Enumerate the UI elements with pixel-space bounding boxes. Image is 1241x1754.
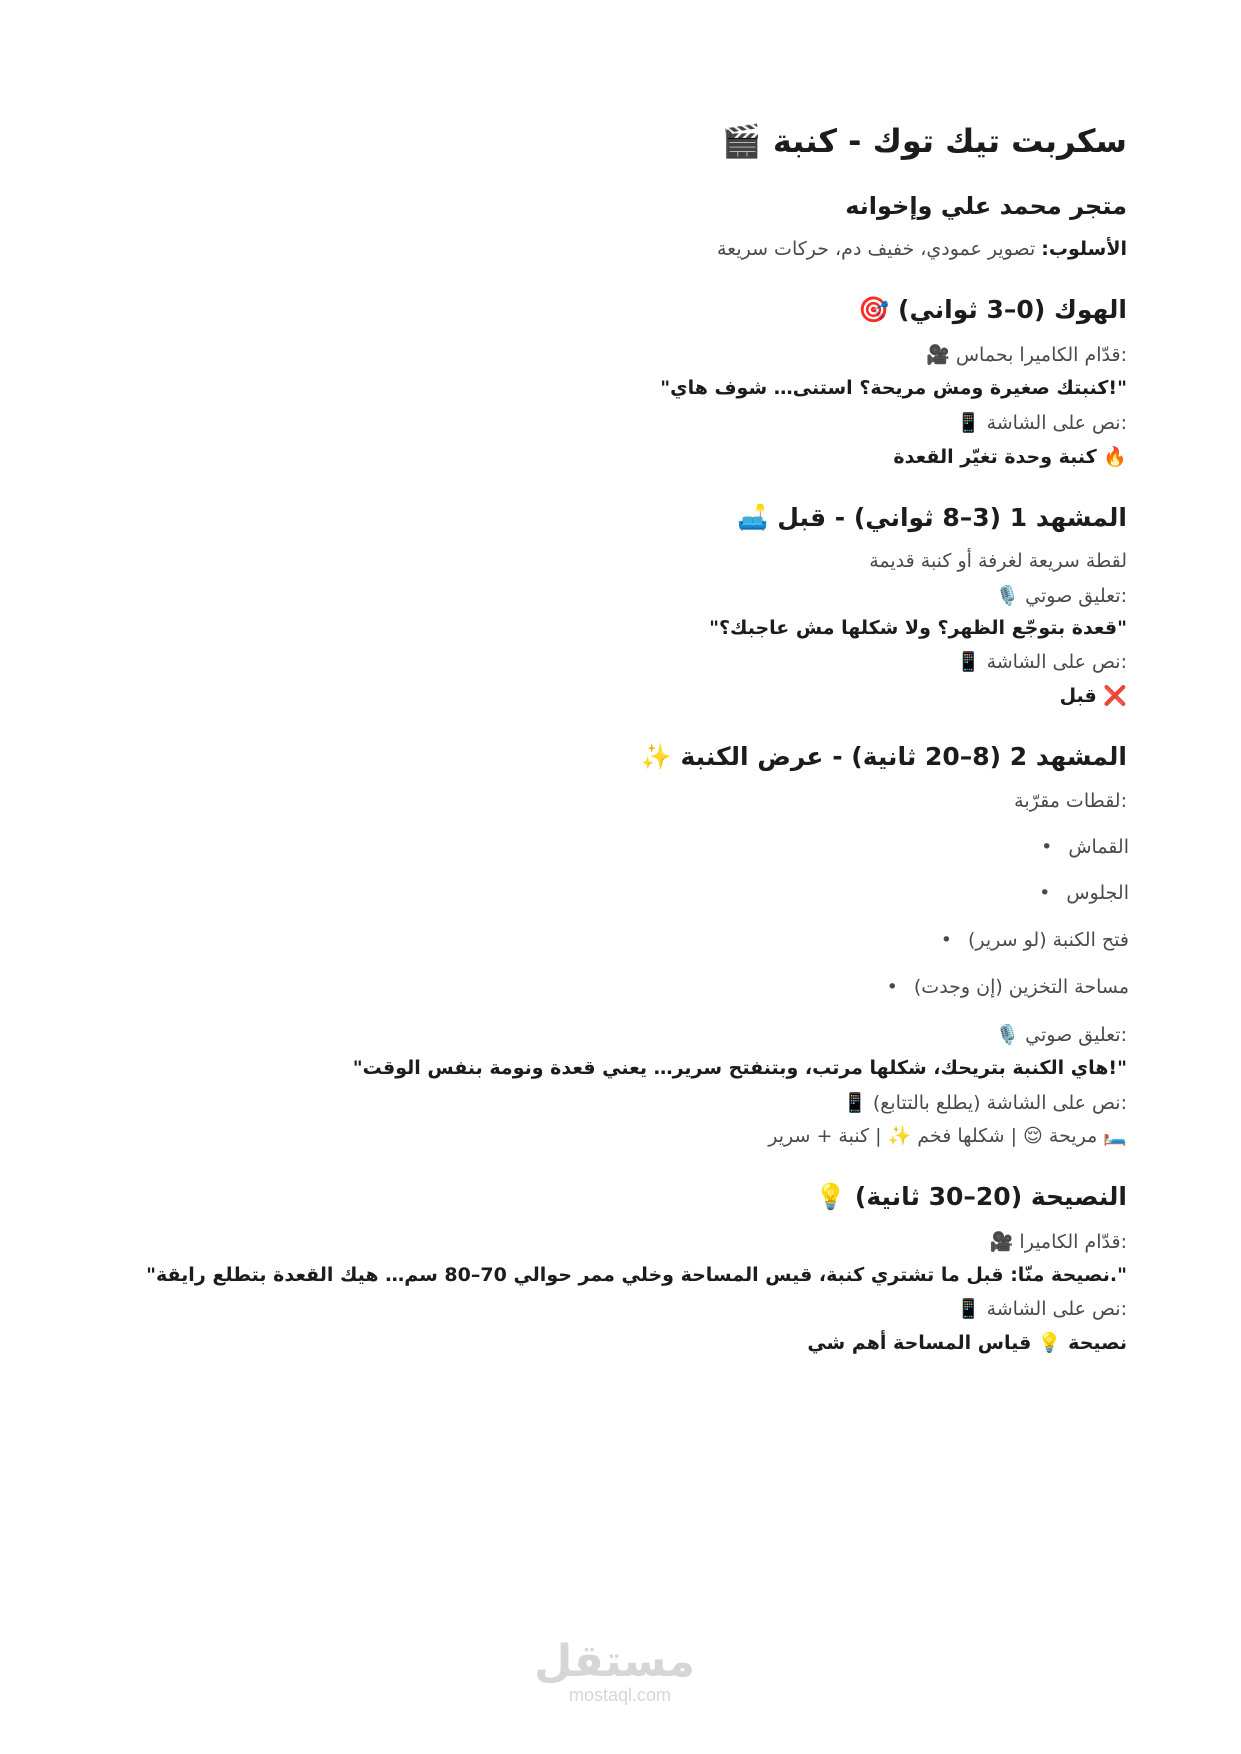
style-label: الأسلوب: — [1041, 238, 1127, 260]
scene1-quote: "قعدة بتوجّع الظهر؟ ولا شكلها مش عاجبك؟" — [709, 617, 1127, 639]
hook-quote: "!كنبتك صغيرة ومش مريحة؟ استنى… شوف هاي" — [660, 377, 1127, 399]
scene2-screen-text: 🛏️ مريحة 😌 | شكلها فخم ✨ | كنبة + سرير — [768, 1125, 1127, 1147]
tip-camera-label: :قدّام الكاميرا 🎥 — [989, 1231, 1127, 1253]
style-text: تصوير عمودي، خفيف دم، حركات سريعة — [716, 238, 1042, 260]
tip-heading: النصيحة (20–30 ثانية) 💡 — [815, 1182, 1127, 1211]
watermark-url: mostaql.com — [568, 1685, 672, 1705]
document-title: سكربت تيك توك - كنبة 🎬 — [721, 122, 1127, 160]
bullet-item-seating — [1039, 882, 1129, 904]
hook-camera-label: :قدّام الكاميرا بحماس 🎥 — [926, 344, 1127, 366]
watermark-logo: مستقل — [534, 1636, 695, 1687]
style-line — [717, 238, 1127, 260]
scene2-closeups-label: :لقطات مقرّبة — [1014, 790, 1127, 812]
scene2-quote: "!هاي الكنبة بتريحك، شكلها مرتب، وبتنفتح سرير… يعني قعدة ونومة بنفس الوقت" — [352, 1057, 1127, 1079]
store-name: متجر محمد علي وإخوانه — [845, 192, 1127, 220]
bullet-icon: • — [1039, 882, 1051, 904]
hook-screen-text: 🔥 كنبة وحدة تغيّر القعدة — [893, 446, 1127, 468]
hook-heading: الهوك (0–3 ثواني) 🎯 — [858, 295, 1127, 324]
scene1-voice-label: :تعليق صوتي 🎙️ — [995, 585, 1127, 607]
scene2-heading: المشهد 2 (8–20 ثانية) - عرض الكنبة ✨ — [640, 742, 1127, 771]
scene1-heading: المشهد 1 (3–8 ثواني) - قبل 🛋️ — [737, 503, 1127, 532]
bullet-text: فتح الكنبة (لو سرير) — [967, 929, 1129, 951]
scene1-screen-label: :نص على الشاشة 📱 — [956, 651, 1127, 673]
scene1-screen-text: ❌ قبل — [1059, 685, 1127, 707]
tip-screen-label: :نص على الشاشة 📱 — [956, 1298, 1127, 1320]
bullet-item-storage — [887, 976, 1129, 998]
bullet-item-fabric — [1041, 836, 1129, 858]
bullet-text: القماش — [1068, 836, 1129, 858]
scene2-voice-label: :تعليق صوتي 🎙️ — [995, 1024, 1127, 1046]
bullet-text: مساحة التخزين (إن وجدت) — [913, 976, 1129, 998]
bullet-icon: • — [940, 929, 952, 951]
bullet-icon: • — [886, 976, 898, 998]
bullet-text: الجلوس — [1066, 882, 1129, 904]
hook-screen-label: :نص على الشاشة 📱 — [956, 412, 1127, 434]
bullet-item-opening — [941, 929, 1129, 951]
mostaql-watermark — [534, 1636, 695, 1706]
tip-quote: ".نصيحة منّا: قبل ما تشتري كنبة، قيس المساحة وخلي ممر حوالي 70–80 سم… هيك القعدة بتطلع رايقة" — [146, 1264, 1127, 1286]
scene1-shot: لقطة سريعة لغرفة أو كنبة قديمة — [869, 550, 1127, 572]
bullet-icon: • — [1041, 836, 1053, 858]
tip-screen-text: نصيحة 💡 قياس المساحة أهم شي — [807, 1332, 1127, 1354]
scene2-screen-label: :نص على الشاشة (يطلع بالتتابع) 📱 — [843, 1092, 1127, 1114]
